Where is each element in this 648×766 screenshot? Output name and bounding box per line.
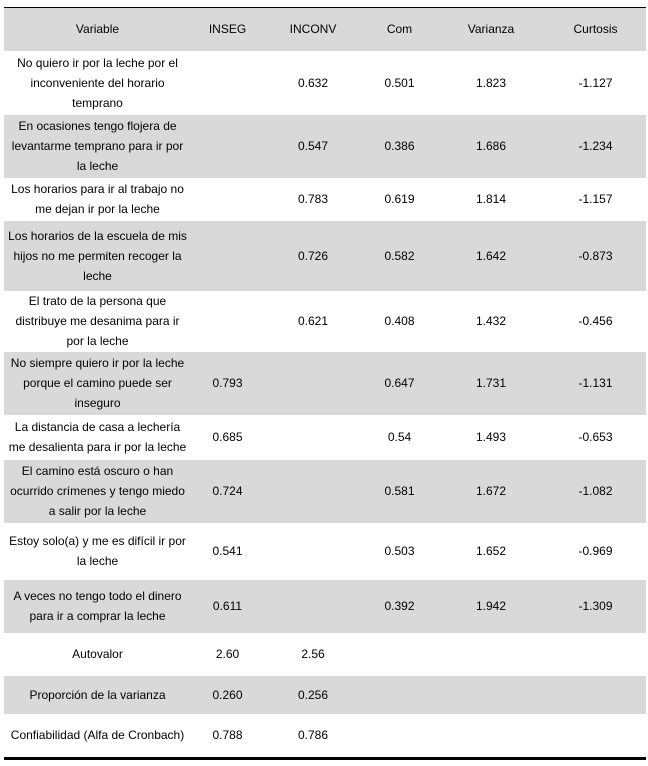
table-row: [4, 51, 646, 115]
factor-analysis-table: [4, 7, 646, 760]
varianza-cell: 1.731: [475, 376, 507, 390]
variable-cell: Los horarios para ir al trabajo no me dejan ir por la leche: [11, 182, 184, 216]
header-row: [4, 8, 646, 51]
inseg-cell: [191, 291, 264, 352]
variable-cell: Los horarios de la escuela de mis hijos no me permiten recoger la leche: [8, 228, 187, 283]
inseg-cell: 0.611: [212, 599, 243, 613]
inseg-cell: 0.788: [212, 728, 243, 743]
curtosis-cell: -0.873: [578, 248, 613, 263]
curtosis-cell: -0.653: [578, 430, 613, 444]
header-curtosis: Curtosis: [573, 22, 618, 37]
variable-cell: No siempre quiero ir por la leche porque el camino puede ser inseguro: [10, 356, 185, 410]
inseg-cell: [191, 221, 264, 291]
header-com: Com: [386, 22, 413, 37]
table-row: [4, 460, 646, 523]
inseg-cell: 0.724: [212, 484, 243, 498]
inconv-cell: 0.621: [297, 314, 329, 328]
varianza-cell: 1.672: [475, 484, 507, 498]
inconv-cell: 0.256: [297, 687, 329, 702]
inconv-cell: [264, 460, 362, 523]
inseg-cell: 0.685: [212, 430, 243, 444]
variable-cell: Estoy solo(a) y me es difícil ir por la leche: [9, 534, 186, 568]
inseg-cell: 0.793: [212, 376, 243, 390]
varianza-cell: 1.652: [475, 544, 507, 558]
table-row: [4, 580, 646, 633]
summary-row: [4, 714, 646, 759]
inconv-cell: [264, 415, 362, 460]
inconv-cell: 0.547: [297, 139, 329, 153]
com-cell: 0.386: [384, 139, 415, 153]
summary-row: [4, 633, 646, 676]
table-row: [4, 352, 646, 415]
com-cell: 0.582: [384, 248, 415, 263]
com-cell: 0.619: [384, 192, 415, 206]
varianza-cell: 1.942: [475, 599, 507, 613]
curtosis-cell: -1.127: [578, 75, 613, 90]
varianza-cell: 1.686: [475, 139, 507, 153]
com-cell: 0.581: [384, 484, 415, 498]
com-cell: 0.503: [384, 544, 415, 558]
inconv-cell: 2.56: [301, 647, 325, 661]
table-row: [4, 523, 646, 580]
inseg-cell: [191, 178, 264, 221]
table-row: [4, 415, 646, 460]
com-cell: 0.392: [384, 599, 415, 613]
varianza-cell: 1.432: [475, 314, 507, 328]
summary-label: Autovalor: [72, 647, 123, 661]
inseg-cell: [191, 115, 264, 178]
inseg-cell: [191, 51, 264, 115]
inconv-cell: 0.786: [297, 728, 329, 743]
variable-cell: No quiero ir por la leche por el inconveniente del horario temprano: [17, 55, 178, 110]
curtosis-cell: -1.082: [578, 484, 613, 498]
variable-cell: A veces no tengo todo el dinero para ir a comprar la leche: [13, 589, 182, 623]
inconv-cell: 0.632: [297, 75, 329, 90]
variable-cell: El trato de la persona que distribuye me desanima para ir por la leche: [15, 294, 180, 348]
summary-row: [4, 676, 646, 714]
varianza-cell: 1.493: [475, 430, 507, 444]
summary-label: Confiabilidad (Alfa de Cronbach): [10, 728, 185, 743]
table-row: [4, 291, 646, 352]
header-variable: Variable: [75, 22, 120, 37]
curtosis-cell: -0.969: [578, 544, 613, 558]
table-row: [4, 221, 646, 291]
varianza-cell: 1.823: [475, 75, 507, 90]
inconv-cell: [264, 352, 362, 415]
curtosis-cell: -1.234: [578, 139, 613, 153]
varianza-cell: 1.642: [475, 248, 507, 263]
com-cell: 0.647: [384, 376, 415, 390]
varianza-cell: 1.814: [475, 192, 507, 206]
header-varianza: Varianza: [467, 22, 515, 37]
curtosis-cell: -1.309: [578, 599, 613, 613]
curtosis-cell: -0.456: [578, 314, 613, 328]
variable-cell: La distancia de casa a lechería me desalienta para ir por la leche: [8, 420, 187, 454]
inseg-cell: 2.60: [215, 647, 240, 661]
com-cell: 0.408: [384, 314, 415, 328]
inseg-cell: 0.541: [212, 544, 243, 558]
curtosis-cell: -1.157: [578, 192, 613, 206]
inconv-cell: [264, 580, 362, 633]
curtosis-cell: -1.131: [578, 376, 613, 390]
variable-cell: El camino está oscuro o han ocurrido crímenes y tengo miedo a salir por la leche: [10, 464, 185, 518]
table-row: [4, 115, 646, 178]
com-cell: 0.501: [384, 75, 415, 90]
header-inconv: INCONV: [289, 22, 337, 37]
variable-cell: En ocasiones tengo flojera de levantarme temprano para ir por la leche: [11, 119, 184, 173]
summary-label: Proporción de la varianza: [29, 687, 166, 702]
com-cell: 0.54: [387, 430, 412, 444]
inconv-cell: 0.726: [297, 248, 329, 263]
inconv-cell: [264, 523, 362, 580]
inseg-cell: 0.260: [212, 687, 243, 702]
inconv-cell: 0.783: [297, 192, 329, 206]
table-row: [4, 178, 646, 221]
header-inseg: INSEG: [208, 22, 247, 37]
